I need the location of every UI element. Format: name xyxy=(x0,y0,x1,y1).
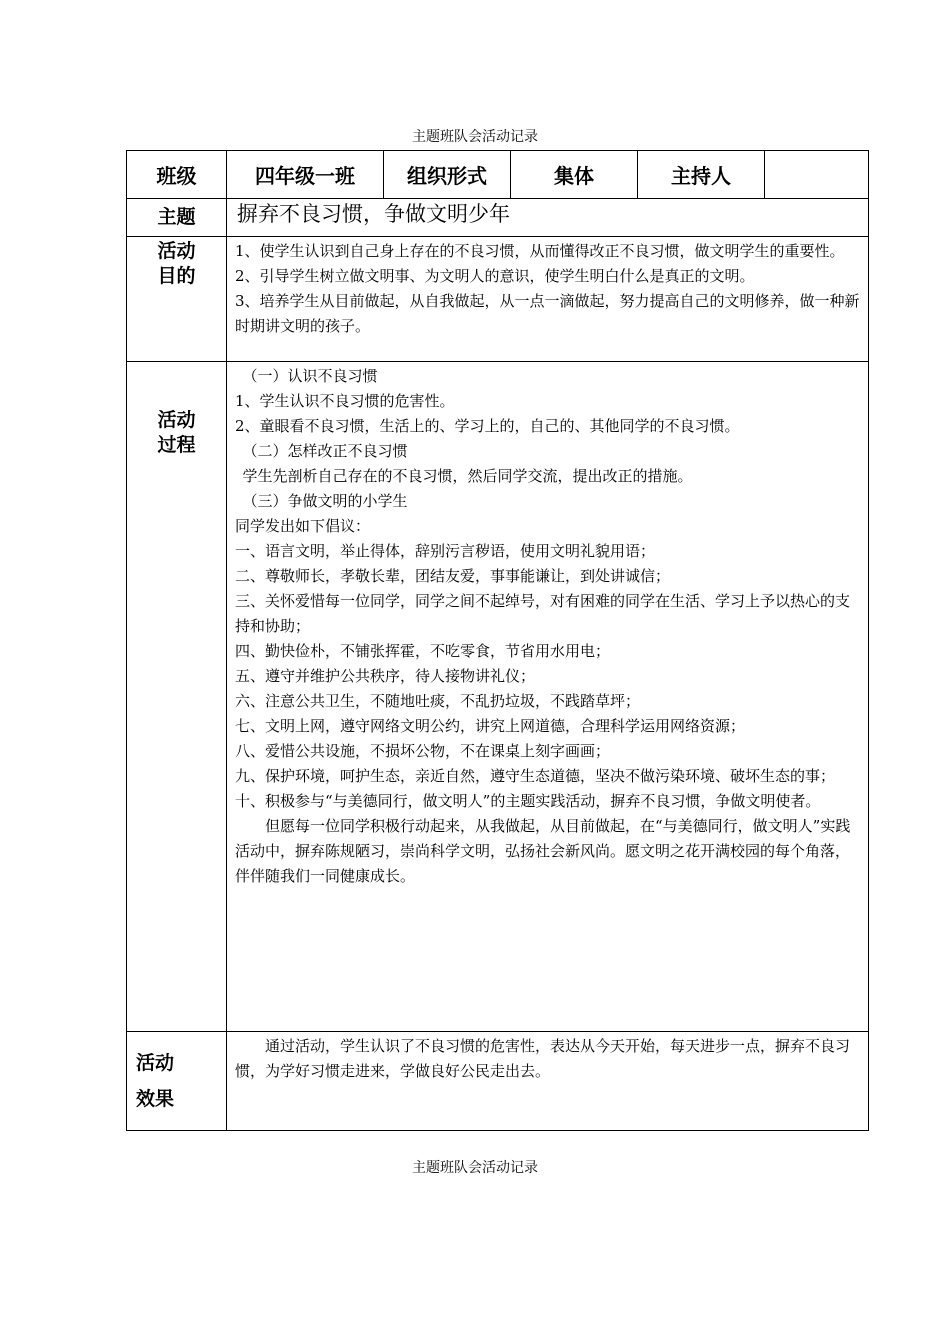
purpose-content xyxy=(227,237,869,362)
process-label xyxy=(127,362,227,1032)
document-title-next-page: 主题班队会活动记录 xyxy=(412,1160,538,1176)
purpose-row xyxy=(127,237,869,362)
effect-row xyxy=(127,1032,869,1131)
theme-row xyxy=(127,199,869,237)
proposal-item: 七、文明上网，遵守网络文明公约，讲究上网道德，合理科学运用网络资源； xyxy=(235,717,746,735)
effect-label xyxy=(127,1032,227,1131)
proposal-item: 二、尊敬师长，孝敬长辈，团结友爱，事事能谦让，到处讲诚信； xyxy=(235,567,671,585)
closing-paragraph: 但愿每一位同学积极行动起来，从我做起，从目前做起，在“与美德同行，做文明人”实践活动中，摒弃陈规陋习，崇尚科学文明，弘扬社会新风尚。愿文明之花开满校园的每个角落，伴伴随我们一同健康成长。 xyxy=(235,817,851,885)
theme-value: 摒弃不良习惯，争做文明少年 xyxy=(227,199,869,237)
purpose-label-line1: 活动 xyxy=(157,240,196,262)
proposal-item: 五、遵守并维护公共秩序，待人接物讲礼仪； xyxy=(235,667,536,685)
process-line: 2、童眼看不良习惯，生活上的、学习上的，自己的、其他同学的不良习惯。 xyxy=(235,417,740,435)
effect-label-line1: 活动 xyxy=(136,1052,175,1074)
process-content xyxy=(227,362,869,1032)
document-title: 主题班队会活动记录 xyxy=(412,129,538,145)
purpose-item: 2、引导学生树立做文明事、为文明人的意识，使学生明白什么是真正的文明。 xyxy=(235,267,755,285)
header-row xyxy=(127,151,869,199)
process-label-line2: 过程 xyxy=(157,434,196,456)
process-line: 学生先剖析自己存在的不良习惯，然后同学交流，提出改正的措施。 xyxy=(242,467,693,485)
host-label: 主持人 xyxy=(638,151,765,199)
proposal-item: 一、语言文明，举止得体，辞别污言秽语，使用文明礼貌用语； xyxy=(235,542,656,560)
process-row xyxy=(127,362,869,1032)
process-line: 同学发出如下倡议： xyxy=(235,517,371,535)
proposal-item: 六、注意公共卫生，不随地吐痰，不乱扔垃圾，不践踏草坪； xyxy=(235,692,641,710)
process-label-line1: 活动 xyxy=(157,409,196,431)
form-value: 集体 xyxy=(511,151,638,199)
process-line: 1、学生认识不良习惯的危害性。 xyxy=(235,392,455,410)
process-section-heading: （三）争做文明的小学生 xyxy=(242,492,408,510)
theme-label: 主题 xyxy=(127,199,227,237)
purpose-item: 1、使学生认识到自己身上存在的不良习惯，从而懂得改正不良习惯，做文明学生的重要性。 xyxy=(235,242,845,260)
class-label: 班级 xyxy=(127,151,227,199)
process-section-heading: （二）怎样改正不良习惯 xyxy=(242,442,408,460)
effect-label-line2: 效果 xyxy=(136,1088,175,1110)
proposal-item: 四、勤快俭朴，不铺张挥霍，不吃零食，节省用水用电； xyxy=(235,642,611,660)
class-value: 四年级一班 xyxy=(227,151,384,199)
activity-record-table xyxy=(126,150,869,1131)
purpose-item: 3、培养学生从目前做起，从自我做起，从一点一滴做起，努力提高自己的文明修养，做一种新时期讲文明的孩子。 xyxy=(235,292,860,335)
effect-content xyxy=(227,1032,869,1131)
proposal-item: 十、积极参与“与美德同行，做文明人”的主题实践活动，摒弃不良习惯，争做文明使者。 xyxy=(235,792,821,810)
process-section-heading: （一）认识不良习惯 xyxy=(242,367,378,385)
host-value xyxy=(765,151,869,199)
proposal-item: 三、关怀爱惜每一位同学，同学之间不起绰号，对有困难的同学在生活、学习上予以热心的支持和协助； xyxy=(235,592,851,635)
purpose-label xyxy=(127,237,227,362)
proposal-item: 九、保护环境，呵护生态，亲近自然，遵守生态道德，坚决不做污染环境、破坏生态的事； xyxy=(235,767,836,785)
form-label: 组织形式 xyxy=(384,151,511,199)
proposal-item: 八、爱惜公共设施，不损坏公物，不在课桌上刻字画画； xyxy=(235,742,611,760)
purpose-label-line2: 目的 xyxy=(157,265,196,287)
effect-text: 通过活动，学生认识了不良习惯的危害性，表达从今天开始，每天进步一点，摒弃不良习惯，为学好习惯走进来，学做良好公民走出去。 xyxy=(235,1037,851,1080)
